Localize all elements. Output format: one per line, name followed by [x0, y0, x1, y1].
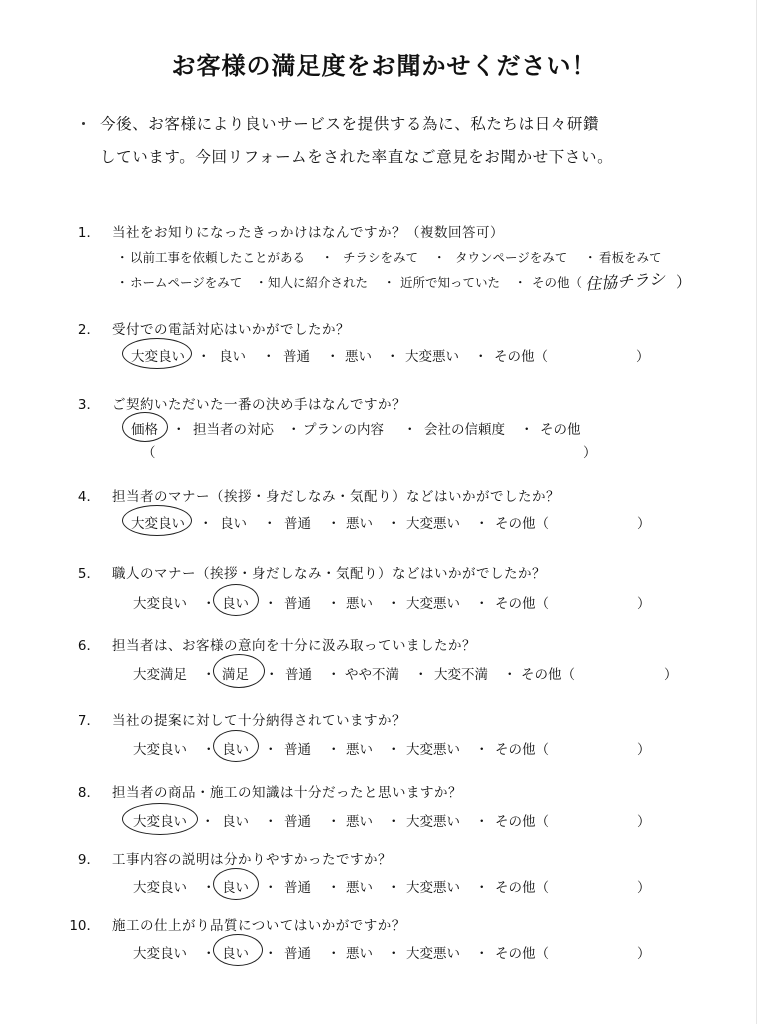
close-paren: ） — [636, 349, 650, 365]
separator: ・ — [475, 814, 489, 830]
option[interactable]: 大変良い — [133, 880, 187, 896]
option[interactable]: 悪い — [345, 349, 372, 365]
question-number: 8． — [77, 785, 100, 801]
option[interactable]: 良い — [222, 814, 249, 830]
option[interactable]: その他（ — [532, 275, 583, 290]
option[interactable]: 大変不満 — [434, 667, 488, 683]
close-paren: ） — [637, 880, 651, 896]
question-text: 施工の仕上がり品質についてはいかがですか？ — [112, 918, 406, 934]
question-number: 6． — [77, 638, 100, 654]
option[interactable]: その他（ — [495, 742, 549, 758]
intro-line-1: 今後、お客様により良いサービスを提供する為に、私たちは日々研鑽 — [100, 115, 600, 133]
option[interactable]: 大変良い — [133, 742, 187, 758]
separator: ・ — [202, 880, 216, 896]
separator: ・ — [265, 667, 279, 683]
option-selected[interactable]: 大変良い — [131, 516, 185, 532]
option[interactable]: やや不満 — [345, 667, 399, 683]
option[interactable]: 普通 — [284, 946, 311, 962]
option[interactable]: ホームページをみて — [130, 275, 243, 290]
question-number: 3． — [77, 397, 100, 413]
question-text: 当社をお知りになったきっかけはなんですか？（複数回答可） — [112, 225, 504, 241]
option[interactable]: 大変悪い — [406, 516, 460, 532]
separator: ・ — [327, 667, 341, 683]
option[interactable]: その他（ — [495, 946, 549, 962]
question-text: 工事内容の説明は分かりやすかったですか？ — [112, 852, 392, 868]
separator: ・ — [264, 946, 278, 962]
close-paren: ） — [583, 445, 597, 461]
separator: ・ — [584, 250, 597, 265]
page-title: お客様の満足度をお聞かせください！ — [171, 52, 597, 80]
separator: ・ — [387, 516, 401, 532]
separator: ・ — [387, 946, 401, 962]
option[interactable]: 知人に紹介された — [268, 275, 369, 290]
separator: ・ — [264, 814, 278, 830]
close-paren: ） — [637, 946, 651, 962]
option-selected[interactable]: 良い — [222, 946, 249, 962]
question-number: 4． — [77, 489, 100, 505]
separator: ・ — [433, 250, 446, 265]
option[interactable]: 近所で知っていた — [400, 275, 501, 290]
separator: ・ — [474, 349, 488, 365]
question-text: 職人のマナー（挨拶・身だしなみ・気配り）などはいかがでしたか？ — [112, 566, 546, 582]
option[interactable]: 看板をみて — [599, 250, 662, 265]
option[interactable]: 大変悪い — [406, 742, 460, 758]
separator: ・ — [255, 275, 268, 290]
option-selected[interactable]: 良い — [222, 742, 249, 758]
separator: ・ — [202, 946, 216, 962]
option-selected[interactable]: 大変良い — [133, 814, 187, 830]
separator: ・ — [116, 250, 129, 265]
option[interactable]: 普通 — [284, 596, 311, 612]
separator: ・ — [414, 667, 428, 683]
separator: ・ — [327, 814, 341, 830]
option-selected[interactable]: 大変良い — [131, 349, 185, 365]
separator: ・ — [520, 422, 534, 438]
separator: ・ — [327, 742, 341, 758]
option[interactable]: 普通 — [283, 349, 310, 365]
option[interactable]: 以前工事を依頼したことがある — [130, 250, 306, 265]
option[interactable]: 大変悪い — [406, 596, 460, 612]
option-selected[interactable]: 良い — [222, 596, 249, 612]
separator: ・ — [264, 880, 278, 896]
question-number: 1． — [77, 225, 100, 241]
question-text: 当社の提案に対して十分納得されていますか？ — [112, 713, 406, 729]
question-number: 7． — [77, 713, 100, 729]
question-text: ご契約いただいた一番の決め手はなんですか？ — [112, 397, 406, 413]
close-paren: ） — [664, 667, 678, 683]
question-number: 10． — [69, 918, 100, 934]
separator: ・ — [387, 742, 401, 758]
option[interactable]: その他 — [540, 422, 581, 438]
option[interactable]: 大変悪い — [406, 880, 460, 896]
page-edge-line — [756, 0, 757, 1024]
separator: ・ — [116, 275, 129, 290]
question-text: 受付での電話対応はいかがでしたか？ — [112, 322, 350, 338]
separator: ・ — [514, 275, 527, 290]
close-paren: ） — [637, 742, 651, 758]
separator: ・ — [326, 349, 340, 365]
option-selected[interactable]: 良い — [222, 880, 249, 896]
separator: ・ — [503, 667, 517, 683]
option[interactable]: 大変悪い — [405, 349, 459, 365]
option[interactable]: 良い — [219, 349, 246, 365]
question-number: 2． — [77, 322, 100, 338]
option[interactable]: 普通 — [284, 516, 311, 532]
close-paren: ） — [637, 516, 651, 532]
separator: ・ — [475, 596, 489, 612]
option[interactable]: 大変良い — [133, 946, 187, 962]
separator: ・ — [327, 516, 341, 532]
open-paren: （ — [142, 445, 156, 461]
separator: ・ — [327, 880, 341, 896]
option-selected[interactable]: 価格 — [131, 422, 158, 438]
separator: ・ — [287, 422, 301, 438]
separator: ・ — [387, 880, 401, 896]
close-paren: ） — [676, 273, 692, 291]
separator: ・ — [263, 516, 277, 532]
option[interactable]: 悪い — [346, 946, 373, 962]
option[interactable]: その他（ — [495, 814, 549, 830]
option[interactable]: その他（ — [495, 880, 549, 896]
separator: ・ — [475, 880, 489, 896]
option[interactable]: 悪い — [346, 814, 373, 830]
separator: ・ — [383, 275, 396, 290]
handwritten-answer: 住協チラシ — [584, 269, 666, 294]
option[interactable]: 普通 — [285, 667, 312, 683]
question-text: 担当者の商品・施工の知識は十分だったと思いますか？ — [112, 785, 462, 801]
option[interactable]: 担当者の対応 — [193, 422, 274, 438]
question-number: 9． — [77, 852, 100, 868]
option[interactable]: 会社の信頼度 — [424, 422, 505, 438]
option-selected[interactable]: 満足 — [222, 667, 249, 683]
option[interactable]: 悪い — [346, 596, 373, 612]
separator: ・ — [197, 349, 211, 365]
option[interactable]: 普通 — [284, 880, 311, 896]
separator: ・ — [475, 946, 489, 962]
separator: ・ — [262, 349, 276, 365]
separator: ・ — [264, 596, 278, 612]
question-text: 担当者は、お客様の意向を十分に汲み取っていましたか？ — [112, 638, 476, 654]
option[interactable]: 悪い — [346, 880, 373, 896]
close-paren: ） — [637, 814, 651, 830]
option[interactable]: その他（ — [521, 667, 575, 683]
option[interactable]: 普通 — [284, 742, 311, 758]
option[interactable]: タウンページをみて — [455, 250, 568, 265]
separator: ・ — [199, 516, 213, 532]
intro-line-2: しています。今回リフォームをされた率直なご意見をお聞かせ下さい。 — [100, 148, 614, 166]
margin-dot — [82, 122, 85, 125]
separator: ・ — [387, 814, 401, 830]
separator: ・ — [403, 422, 417, 438]
separator: ・ — [202, 667, 216, 683]
question-number: 5． — [77, 566, 100, 582]
option[interactable]: 大変良い — [133, 596, 187, 612]
separator: ・ — [201, 814, 215, 830]
separator: ・ — [321, 250, 334, 265]
option[interactable]: その他（ — [495, 516, 549, 532]
question-text: 担当者のマナー（挨拶・身だしなみ・気配り）などはいかがでしたか？ — [112, 489, 560, 505]
separator: ・ — [387, 596, 401, 612]
option[interactable]: 大変悪い — [406, 946, 460, 962]
option[interactable]: 悪い — [346, 742, 373, 758]
option[interactable]: その他（ — [494, 349, 548, 365]
option[interactable]: 良い — [220, 516, 247, 532]
separator: ・ — [327, 596, 341, 612]
option[interactable]: 大変満足 — [133, 667, 187, 683]
separator: ・ — [386, 349, 400, 365]
separator: ・ — [172, 422, 186, 438]
separator: ・ — [264, 742, 278, 758]
separator: ・ — [475, 742, 489, 758]
close-paren: ） — [637, 596, 651, 612]
option[interactable]: チラシをみて — [343, 250, 419, 265]
option[interactable]: 普通 — [284, 814, 311, 830]
separator: ・ — [475, 516, 489, 532]
option[interactable]: プランの内容 — [303, 422, 384, 438]
separator: ・ — [202, 596, 216, 612]
separator: ・ — [327, 946, 341, 962]
separator: ・ — [202, 742, 216, 758]
option[interactable]: 大変悪い — [406, 814, 460, 830]
option[interactable]: その他（ — [495, 596, 549, 612]
option[interactable]: 悪い — [346, 516, 373, 532]
